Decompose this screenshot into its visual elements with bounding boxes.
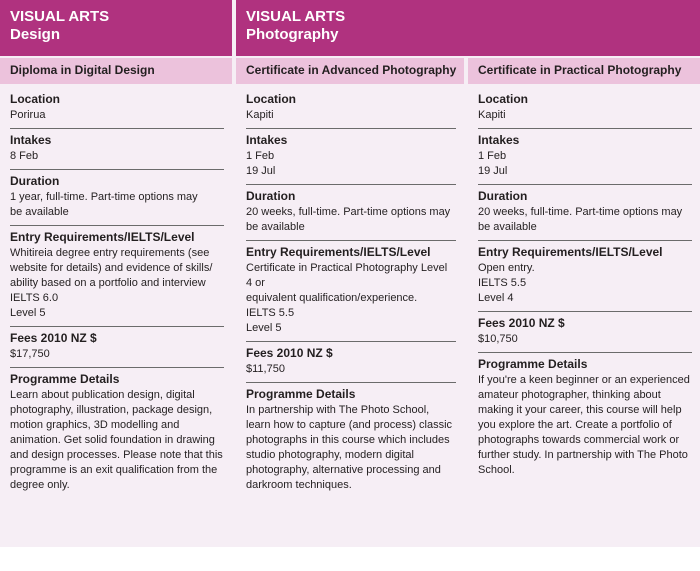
fees-label: Fees 2010 NZ $: [246, 346, 333, 360]
details-label: Programme Details: [10, 372, 120, 386]
location-label: Location: [246, 92, 296, 106]
fees-label: Fees 2010 NZ $: [478, 316, 565, 330]
entry-label: Entry Requirements/IELTS/Level: [478, 245, 663, 259]
location-label: Location: [478, 92, 528, 106]
location-field: [10, 88, 224, 129]
fees-value: $11,750: [246, 363, 285, 375]
entry-field: [10, 226, 224, 327]
course-title: Certificate in Practical Photography: [468, 58, 700, 84]
intakes-value: 1 Feb 19 Jul: [246, 150, 276, 177]
intakes-label: Intakes: [246, 133, 288, 147]
duration-value: 20 weeks, full-time. Part-time options may be available: [246, 206, 451, 233]
details-field: [10, 368, 224, 498]
location-value: Porirua: [10, 109, 46, 121]
entry-value: Certificate in Practical Photography Level 4 or equivalent qualification/experience. IELTS 5.5 Level 5: [246, 262, 448, 334]
location-label: Location: [10, 92, 60, 106]
course-title: Certificate in Advanced Photography: [236, 58, 464, 84]
banner-design-line1: VISUAL ARTS: [10, 8, 110, 25]
entry-label: Entry Requirements/IELTS/Level: [10, 230, 195, 244]
intakes-label: Intakes: [478, 133, 520, 147]
details-value: Learn about publication design, digital photography, illustration, package design, motion graphics, 3D modelling and animation. Get solid foundation in drawing and design processes. Please note that this programme is an exit qualification from the degree only.: [10, 389, 223, 491]
entry-value: Whitireia degree entry requirements (see website for details) and evidence of skills/ ability based on a portfolio and interview IELTS 6.0 Level 5: [10, 247, 213, 319]
intakes-field: [478, 129, 692, 185]
location-field: [478, 88, 692, 129]
fees-field: [478, 312, 692, 353]
intakes-value: 8 Feb: [10, 150, 39, 162]
banner-design-line2: Design: [10, 26, 61, 43]
entry-label: Entry Requirements/IELTS/Level: [246, 245, 431, 259]
entry-field: [478, 241, 692, 312]
duration-label: Duration: [10, 174, 60, 188]
details-field: [478, 353, 692, 483]
location-value: Kapiti: [246, 109, 274, 121]
details-label: Programme Details: [246, 387, 356, 401]
fees-label: Fees 2010 NZ $: [10, 331, 97, 345]
banner-photography-line2: Photography: [246, 26, 339, 43]
intakes-field: [246, 129, 456, 185]
banner-design: [0, 0, 232, 56]
entry-field: [246, 241, 456, 342]
duration-field: [246, 185, 456, 241]
page-bottom-margin: [0, 547, 700, 571]
details-label: Programme Details: [478, 357, 588, 371]
course-column-advanced-photography: [236, 58, 464, 547]
details-value: In partnership with The Photo School, learn how to capture (and process) classic photographs in this course which includes studio photography, modern digital photography, alternative processing and darkroom techniques.: [246, 404, 453, 491]
fees-value: $10,750: [478, 333, 518, 345]
duration-value: 1 year, full-time. Part-time options may be available: [10, 191, 198, 218]
duration-field: [10, 170, 224, 226]
fees-field: [10, 327, 224, 368]
banner-photography-line1: VISUAL ARTS: [246, 8, 346, 25]
location-field: [246, 88, 456, 129]
course-title: Diploma in Digital Design: [0, 58, 232, 84]
banner-photography: [236, 0, 700, 56]
fees-value: $17,750: [10, 348, 50, 360]
location-value: Kapiti: [478, 109, 506, 121]
intakes-label: Intakes: [10, 133, 52, 147]
fees-field: [246, 342, 456, 383]
duration-field: [478, 185, 692, 241]
duration-label: Duration: [478, 189, 528, 203]
duration-value: 20 weeks, full-time. Part-time options may be available: [478, 206, 683, 233]
details-field: [246, 383, 456, 498]
entry-value: Open entry. IELTS 5.5 Level 4: [478, 262, 535, 304]
course-column-digital-design: [0, 58, 232, 547]
intakes-value: 1 Feb 19 Jul: [478, 150, 508, 177]
duration-label: Duration: [246, 189, 296, 203]
course-column-practical-photography: [468, 58, 700, 547]
details-value: If you're a keen beginner or an experienced amateur photographer, thinking about making it your career, this course will help you explore the art. Create a portfolio of photographs towards commercial work or further study. In partnership with The Photo School.: [478, 374, 690, 476]
intakes-field: [10, 129, 224, 170]
